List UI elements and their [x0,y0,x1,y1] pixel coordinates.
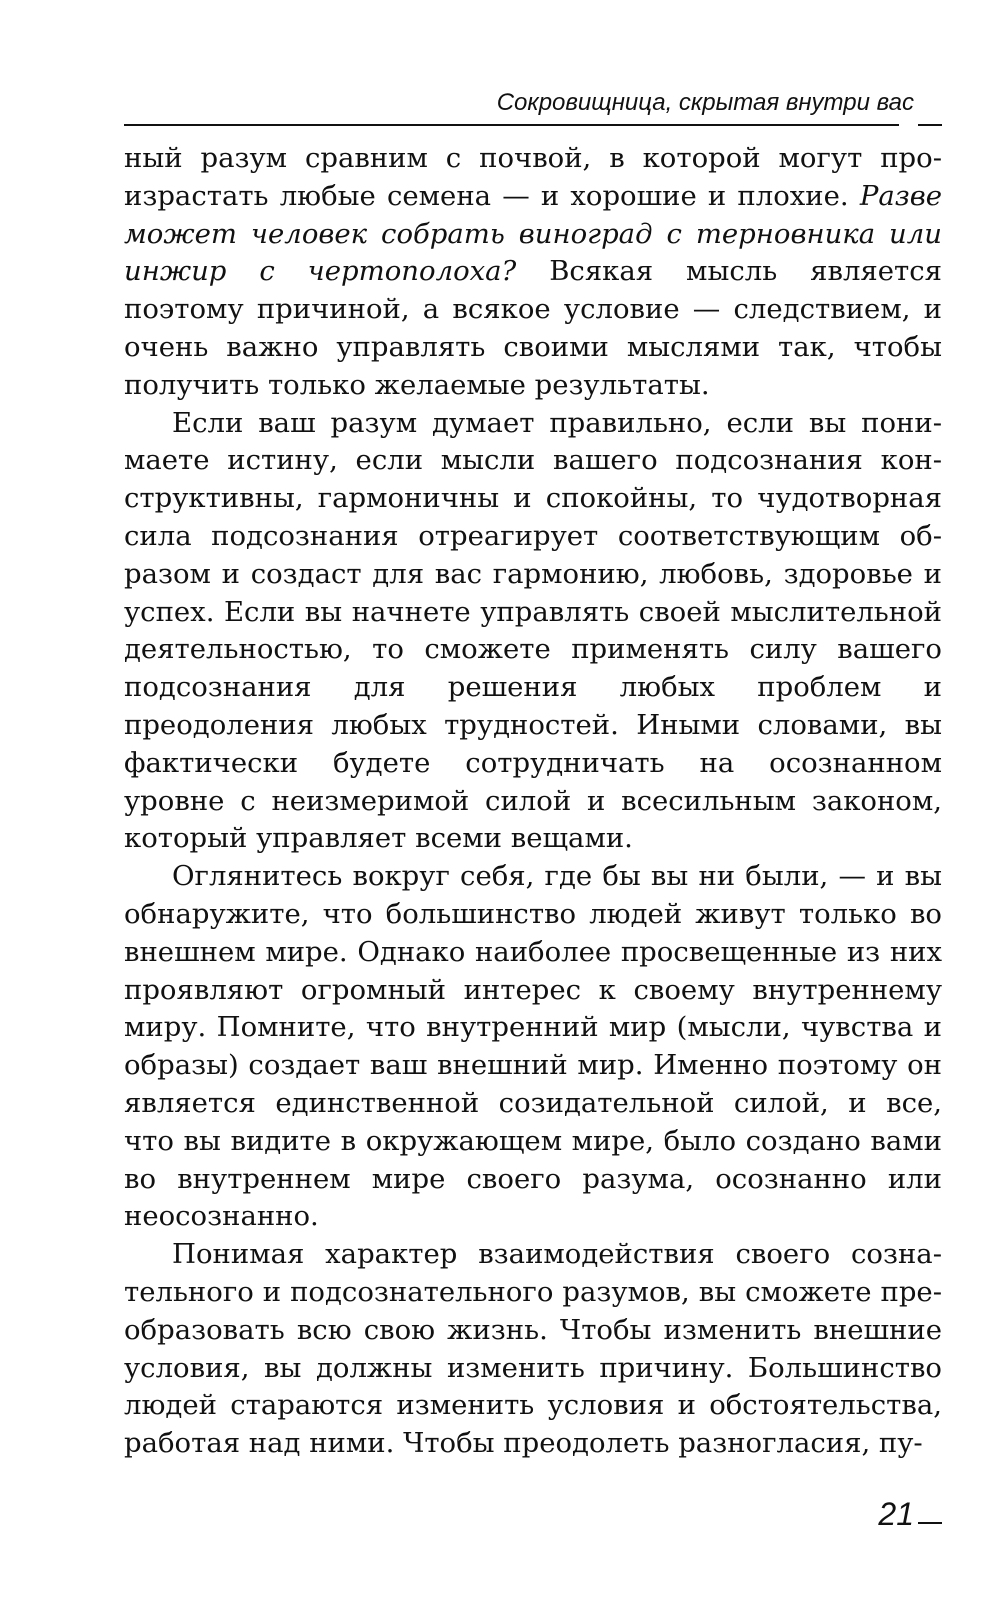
page-number: 21 [878,1496,914,1532]
running-head: Сокровищница, скрытая внутри вас [496,89,914,116]
paragraph-1 [124,140,942,405]
paragraph-1-quote: Разве может человек собрать виноград с терновника или инжир с чертополоха? [124,179,942,288]
folio-dash [918,1522,942,1524]
header-dash [918,124,942,126]
paragraph-1-intro: ный разум сравним с почвой, в которой могут произрастать любые семена — и хорошие и плохие. [124,142,942,212]
paragraph-2: Если ваш разум думает правильно, если вы понимаете истину, если мысли вашего подсознания конструктивны, гармоничны и спокойны, то чудотворная сила подсознания отреагирует соответствующим образом и создаст для вас гармонию, любовь, здоровье и успех. Если вы начнете управлять своей мыслительной деятельностью, то сможете применять силу вашего подсознания для решения любых проблем и преодоления любых трудностей. Иными словами, вы фактически будете сотрудничать на осознанном уровне с неизмеримой силой и всесильным законом, который управляет всеми вещами. [124,406,942,855]
paragraph-3: Оглянитесь вокруг себя, где бы вы ни были, — и вы обнаружите, что большинство людей живут только во внешнем мире. Однако наиболее просвещенные из них проявляют огромный интерес к своему внутреннему миру. Помните, что внутренний мир (мысли, чувства и образы) создает ваш внешний мир. Именно поэтому он является единственной созидательной силой, и все, что вы видите в окружающем мире, было создано вами во внутреннем мире своего разума, осознанно или неосознанно. [124,860,942,1233]
paragraph-1-outro: Всякая мысль является поэтому причиной, а всякое условие — следствием, и очень важно управлять своими мыслями так, чтобы получить только желаемые результаты. [124,255,942,401]
body-text [124,140,942,1463]
paragraph-4: Понимая характер взаимодействия своего сознательного и подсознательного разумов, вы сможете преобразовать всю свою жизнь. Чтобы изменить внешние условия, вы должны изменить причину. Большинство людей стараются изменить условия и обстоятельства, работая над ними. Чтобы преодолеть разногласия, пу- [124,1238,942,1460]
header-rule [124,124,899,126]
